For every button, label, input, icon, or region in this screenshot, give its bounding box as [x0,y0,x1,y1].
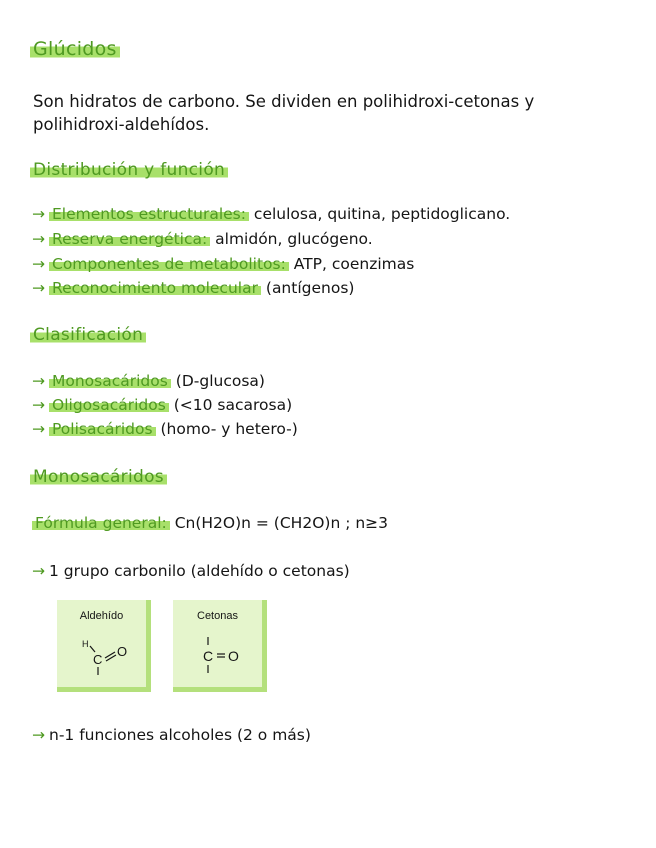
section-heading-clasificacion: Clasificación [30,325,146,345]
arrow-icon: → [32,396,45,414]
arrow-icon: → [32,279,45,297]
section-heading-monosacaridos: Monosacáridos [30,467,167,487]
formula-general: Fórmula general: Cn(H2O)n = (CH2O)n ; n≥3 [32,514,388,532]
list-item-reconocimiento: → Reconocimiento molecular (antígenos) [32,279,355,297]
list-item-componentes: → Componentes de metabolitos: ATP, coenzimas [32,255,415,273]
aldehido-c-label: C [93,652,103,667]
aldehido-h-label: H [82,639,89,649]
alcoholes-line: → n-1 funciones alcoholes (2 o más) [32,726,311,744]
list-item-polisacaridos: → Polisacáridos (homo- y hetero-) [32,420,298,438]
aldehido-title: Aldehído [79,610,124,622]
formula-expression: Cn(H2O)n = (CH2O)n ; n≥3 [174,514,389,532]
aldehido-box [57,600,151,692]
intro-line-2: polihidroxi-aldehídos. [33,115,210,134]
section-heading-distribucion: Distribución y función [30,160,228,180]
intro-line-1: Son hidratos de carbono. Se dividen en polihidroxi-cetonas y [33,92,535,111]
arrow-icon: → [32,420,45,438]
cetonas-box [173,600,267,692]
arrow-icon: → [32,255,45,273]
cetonas-c-label: C [203,648,214,664]
list-item-elementos: → Elementos estructurales: celulosa, quitina, peptidoglicano. [32,205,511,223]
cetonas-structure [173,628,262,688]
intro-paragraph [33,90,633,136]
list-item-oligosacaridos: → Oligosacáridos (<10 sacarosa) [32,396,293,414]
cetonas-title: Cetonas [197,610,238,622]
carbonyl-group-line: → 1 grupo carbonilo (aldehído o cetonas) [32,562,350,580]
list-item-monosacaridos: → Monosacáridos (D-glucosa) [32,372,265,390]
arrow-icon: → [32,230,45,248]
arrow-icon: → [32,205,45,223]
arrow-icon: → [32,726,45,744]
aldehido-o-label: O [117,644,128,659]
arrow-icon: → [32,372,45,390]
aldehido-structure [57,628,146,688]
list-item-reserva: → Reserva energética: almidón, glucógeno. [32,230,373,248]
page-title: Glúcidos [30,38,120,60]
cetonas-o-label: O [228,648,239,664]
arrow-icon: → [32,562,45,580]
